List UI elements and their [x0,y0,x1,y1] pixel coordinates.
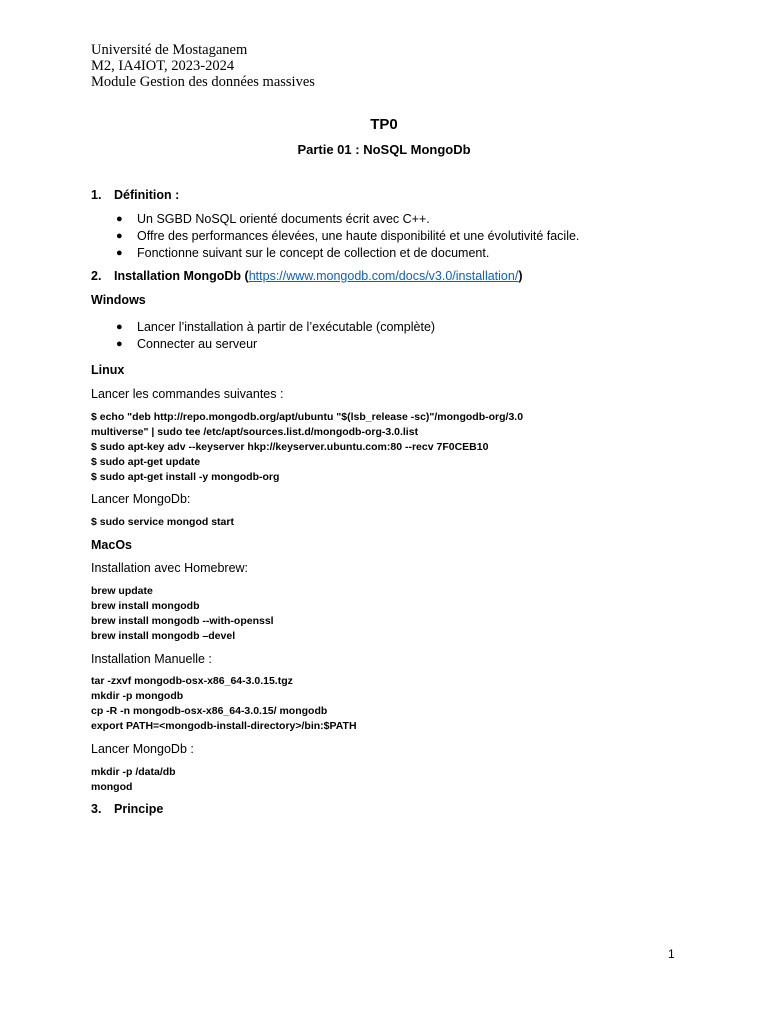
header-module: Module Gestion des données massives [91,74,315,90]
list-item: ● Lancer l’installation à partir de l’exécutable (complète) [116,320,436,334]
section-title: Définition : [114,188,180,202]
macos-manual-label: Installation Manuelle : [91,652,212,666]
windows-list [91,319,435,353]
definition-list [91,211,579,262]
linux-launch-label: Lancer MongoDb: [91,492,191,506]
bullet-icon: ● [116,321,123,333]
header-program: M2, IA4IOT, 2023-2024 [91,58,235,74]
code-line: brew install mongodb [91,600,200,612]
bullet-icon: ● [116,338,123,350]
code-line: mongod [91,781,133,793]
document-title: TP0 [370,116,398,133]
linux-launch-command [91,515,234,530]
bullet-icon: ● [116,230,123,242]
document-subtitle: Partie 01 : NoSQL MongoDb [297,142,471,157]
header-university: Université de Mostaganem [91,42,248,58]
macos-manual-commands [91,674,357,734]
bullet-icon: ● [116,247,123,259]
code-line: cp -R -n mongodb-osx-x86_64-3.0.15/ mongodb [91,705,328,717]
macos-homebrew-label: Installation avec Homebrew: [91,561,249,575]
macos-launch-commands [91,765,176,795]
bullet-icon: ● [116,213,123,225]
list-item: ● Connecter au serveur [116,337,258,351]
code-line: mkdir -p mongodb [91,690,184,702]
code-line: $ echo "deb http://repo.mongodb.org/apt/ubuntu "$(lsb_release -sc)"/mongodb-org/3.0 [91,411,524,423]
windows-heading: Windows [91,293,146,307]
macos-launch-label: Lancer MongoDb : [91,742,194,756]
page-number: 1 [668,947,675,961]
section-number: 3. [91,802,102,816]
macos-heading: MacOs [91,538,132,552]
code-line: brew install mongodb --with-openssl [91,615,274,627]
code-line: $ sudo apt-get install -y mongodb-org [91,471,280,483]
section-definition-heading [91,188,179,202]
list-item: ● Offre des performances élevées, une haute disponibilité et une évolutivité facile. [116,229,580,243]
linux-intro: Lancer les commandes suivantes : [91,387,284,401]
code-line: brew update [91,585,153,597]
section-principe-heading [91,802,163,816]
section-installation-heading: 2. Installation MongoDb (https://www.mongodb.com/docs/v3.0/installation/) [91,269,523,283]
document-header [91,42,315,90]
section-number: 1. [91,188,102,202]
code-line: multiverse" | sudo tee /etc/apt/sources.list.d/mongodb-org-3.0.list [91,426,419,438]
code-line: $ sudo apt-get update [91,456,201,468]
code-line: brew install mongodb –devel [91,630,236,642]
section-title: Installation MongoDb ( [114,269,249,283]
linux-commands [91,410,523,485]
code-line: mkdir -p /data/db [91,766,176,778]
macos-homebrew-commands [91,584,274,644]
code-line: export PATH=<mongodb-install-directory>/bin:$PATH [91,720,357,732]
section-number: 2. [91,269,102,283]
code-line: tar -zxvf mongodb-osx-x86_64-3.0.15.tgz [91,675,293,687]
code-line: $ sudo service mongod start [91,516,234,528]
linux-heading: Linux [91,363,125,377]
section-title: Principe [114,802,164,816]
list-item: ● Fonctionne suivant sur le concept de collection et de document. [116,246,490,260]
list-item: ● Un SGBD NoSQL orienté documents écrit avec C++. [116,212,430,226]
installation-docs-link[interactable]: https://www.mongodb.com/docs/v3.0/installation/ [248,269,519,283]
code-line: $ sudo apt-key adv --keyserver hkp://keyserver.ubuntu.com:80 --recv 7F0CEB10 [91,441,489,453]
